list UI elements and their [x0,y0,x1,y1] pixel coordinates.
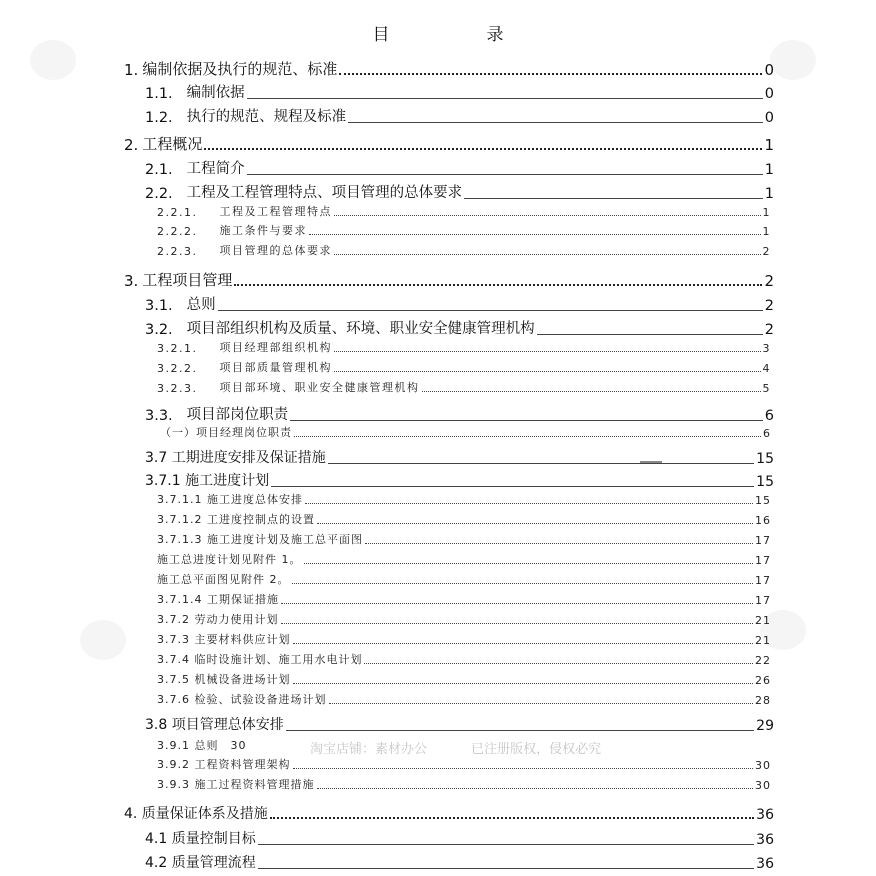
dot-leader [294,435,761,437]
toc-entry-1[interactable]: 1. 编制依据及执行的规范、标准 0 [124,60,774,79]
toc-entry-1-2[interactable]: 1.2. 执行的规范、规程及标准 0 [145,109,774,126]
dot-leader [317,787,754,789]
toc-entry-3-2-2[interactable]: 3.2.2. 项目部质量管理机构 4 [157,361,771,375]
toc-entry-3-7-3[interactable]: 3.7.3 主要材料供应计划 21 [157,633,771,647]
dot-leader [292,582,754,584]
toc-entry-3-7-1-2[interactable]: 3.7.1.2 工进度控制点的设置 16 [157,513,771,527]
dot-leader [258,867,754,869]
toc-entry-3-3[interactable]: 3.3. 项目部岗位职责 6 [145,407,774,424]
dot-leader [204,147,762,150]
dot-leader [309,233,761,235]
dot-leader [218,309,763,311]
watermark-logo [80,620,126,660]
dot-leader [293,767,754,769]
dot-leader [281,602,753,604]
dot-leader [317,522,753,524]
toc-entry-4-1[interactable]: 4.1 质量控制目标 36 [145,831,774,848]
toc-entry-4[interactable]: 4. 质量保证体系及措施 36 [124,806,774,823]
toc-title: 目 录 [372,25,544,45]
dot-leader [293,642,754,644]
toc-entry-3[interactable]: 3. 工程项目管理 2 [124,271,774,290]
toc-entry-3-9-1[interactable]: 3.9.1 总则 30 [157,739,247,752]
toc-entry-2-2-1[interactable]: 2.2.1. 工程及工程管理特点 1 [157,205,771,219]
watermark-text: 淘宝店铺：素材办公 已注册版权，侵权必究 [310,742,602,757]
dot-leader [304,562,754,564]
toc-entry-2-2-2[interactable]: 2.2.2. 施工条件与要求 1 [157,224,771,238]
dot-leader [270,816,754,819]
dot-leader [305,502,753,504]
toc-entry-3-9-3[interactable]: 3.9.3 施工过程资料管理措施 30 [157,778,771,792]
dot-leader [247,97,763,99]
toc-entry-3-9-2[interactable]: 3.9.2 工程资料管理架构 30 [157,758,771,772]
watermark-logo [770,40,816,80]
toc-entry-3-7-2[interactable]: 3.7.2 劳动力使用计划 21 [157,613,771,627]
dot-leader [334,370,761,372]
toc-entry-3-7-1[interactable]: 3.7.1 施工进度计划 15 [145,473,774,490]
dot-leader [422,390,761,392]
toc-entry-2[interactable]: 2. 工程概况 1 [124,135,774,154]
toc-entry-2-1[interactable]: 2.1. 工程简介 1 [145,161,774,178]
dot-leader [334,350,761,352]
dot-leader [271,485,754,487]
dot-leader [334,214,761,216]
dot-leader [328,462,754,464]
dot-leader [334,253,761,255]
toc-entry-3-7-5[interactable]: 3.7.5 机械设备进场计划 26 [157,673,771,687]
toc-entry-3-8[interactable]: 3.8 项目管理总体安排 29 [145,717,774,734]
dot-leader [348,121,763,123]
dot-leader [234,283,762,286]
toc-entry-3-7-1-3[interactable]: 3.7.1.3 施工进度计划及施工总平面图 17 [157,533,771,547]
toc-entry-3-7-4[interactable]: 3.7.4 临时设施计划、施工用水电计划 22 [157,653,771,667]
stray-mark [640,461,662,463]
dot-leader [329,702,754,704]
toc-entry-3-7[interactable]: 3.7 工期进度安排及保证措施 15 [145,450,774,467]
toc-entry-3-2[interactable]: 3.2. 项目部组织机构及质量、环境、职业安全健康管理机构 2 [145,321,774,338]
dot-leader [364,662,753,664]
dot-leader [365,542,753,544]
toc-entry-3-2-3[interactable]: 3.2.3. 项目部环境、职业安全健康管理机构 5 [157,381,771,395]
toc-entry-2-2-3[interactable]: 2.2.3. 项目管理的总体要求 2 [157,244,771,258]
dot-leader [293,682,754,684]
toc-entry-3-2-1[interactable]: 3.2.1. 项目经理部组织机构 3 [157,341,771,355]
dot-leader [464,197,763,199]
dot-leader [286,729,754,731]
toc-entry-3-7-1-4[interactable]: 3.7.1.4 工期保证措施 17 [157,593,771,607]
dot-leader [281,622,754,624]
toc-entry-3-3-a[interactable]: （一）项目经理岗位职责 6 [160,426,771,440]
watermark-logo [30,40,76,80]
dot-leader [258,843,754,845]
toc-entry-appendix-2[interactable]: 施工总平面图见附件 2。 17 [157,573,771,587]
dot-leader [247,173,763,175]
toc-entry-4-2[interactable]: 4.2 质量管理流程 36 [145,855,774,872]
toc-entry-3-7-6[interactable]: 3.7.6 检验、试验设备进场计划 28 [157,693,771,707]
dot-leader [537,333,763,335]
toc-entry-3-1[interactable]: 3.1. 总则 2 [145,297,774,314]
dot-leader [290,419,763,421]
toc-entry-appendix-1[interactable]: 施工总进度计划见附件 1。 17 [157,553,771,567]
toc-entry-2-2[interactable]: 2.2. 工程及工程管理特点、项目管理的总体要求 1 [145,185,774,202]
dot-leader [339,72,762,75]
toc-entry-1-1[interactable]: 1.1. 编制依据 0 [145,85,774,102]
toc-entry-3-7-1-1[interactable]: 3.7.1.1 施工进度总体安排 15 [157,493,771,507]
